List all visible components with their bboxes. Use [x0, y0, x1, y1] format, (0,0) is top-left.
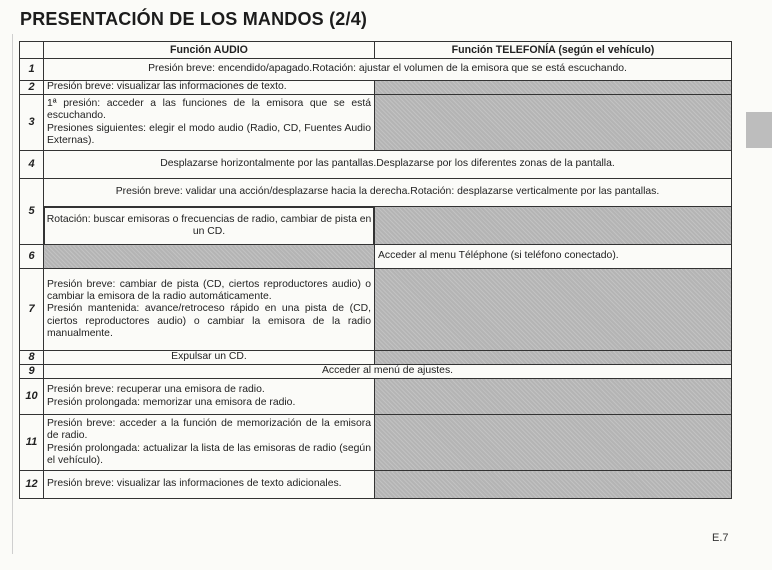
- row-number: 11: [20, 415, 44, 471]
- header-audio: Función AUDIO: [44, 42, 375, 59]
- audio-cell: Presión breve: visualizar las informaciones de texto.: [44, 81, 375, 95]
- audio-cell: [44, 269, 375, 351]
- row-number: 6: [20, 245, 44, 269]
- row-number: 9: [20, 365, 44, 379]
- shaded-cell: [375, 351, 732, 365]
- row-number: 3: [20, 95, 44, 151]
- audio-cell-text: Presión breve: cambiar de pista (CD, ciertos reproductores audio) o cambiar la emisora de la radio automáticamente. Presión mantenida: avance/retroceso rápido en una pista de (CD, ciertos reproductores audio) o cambiar la emisora de la radio manualmente.: [47, 278, 371, 339]
- audio-cell: Expulsar un CD.: [44, 351, 375, 365]
- row-number: 5: [20, 179, 44, 245]
- row-description: Presión breve: encendido/apagado.Rotación: ajustar el volumen de la emisora que se está escuchando.: [44, 59, 732, 81]
- table-row: [20, 151, 732, 179]
- row-number: 4: [20, 151, 44, 179]
- audio-cell: Presión breve: visualizar las informaciones de texto adicionales.: [44, 471, 375, 499]
- header-phone: Función TELEFONÍA (según el vehículo): [375, 42, 732, 59]
- page-number: E.7: [712, 532, 729, 544]
- table-row: [20, 59, 732, 81]
- shaded-cell: [375, 95, 732, 151]
- audio-cell: [44, 379, 375, 415]
- audio-cell-text: 1ª presión: acceder a las funciones de la emisora que se está escuchando. Presiones siguientes: elegir el modo audio (Radio, CD, Fuentes Audio Externas).: [47, 98, 371, 146]
- shaded-cell: [375, 269, 732, 351]
- row-description: Desplazarse horizontalmente por las pantallas.Desplazarse por los diferentes zonas de la pantalla.: [44, 151, 732, 179]
- row-number: 1: [20, 59, 44, 81]
- shaded-cell: [375, 415, 732, 471]
- table-row: [20, 379, 732, 415]
- table-row: [20, 245, 732, 269]
- table-row: [20, 415, 732, 471]
- shaded-cell: [375, 207, 732, 245]
- table-row: [20, 269, 732, 351]
- row-number: 2: [20, 81, 44, 95]
- table-row: [20, 365, 732, 379]
- table-row: [20, 95, 732, 151]
- shaded-cell: [375, 471, 732, 499]
- shaded-cell: [44, 245, 375, 269]
- row-number: 12: [20, 471, 44, 499]
- table-row: [20, 207, 732, 245]
- phone-cell: Acceder al menu Téléphone (si teléfono conectado).: [375, 245, 732, 269]
- shaded-cell: [375, 81, 732, 95]
- row-number: 10: [20, 379, 44, 415]
- row-number: 8: [20, 351, 44, 365]
- audio-cell: [44, 207, 375, 245]
- row-description: Presión breve: validar una acción/desplazarse hacia la derecha.Rotación: desplazarse verticalmente por las pantallas.: [44, 179, 732, 207]
- rotation-box: Rotación: buscar emisoras o frecuencias de radio, cambiar de pista en un CD.: [44, 207, 374, 245]
- page-title: PRESENTACIÓN DE LOS MANDOS (2/4): [20, 9, 368, 29]
- margin-rule: [12, 34, 13, 554]
- row-description: Acceder al menú de ajustes.: [44, 365, 732, 379]
- row-number: 7: [20, 269, 44, 351]
- audio-cell: [44, 415, 375, 471]
- corner-cell: [20, 42, 44, 59]
- table-row: [20, 179, 732, 207]
- audio-cell: [44, 95, 375, 151]
- table-row: [20, 81, 732, 95]
- section-tab: [746, 112, 772, 148]
- audio-cell-text: Presión breve: recuperar una emisora de radio. Presión prolongada: memorizar una emisora de radio.: [47, 384, 296, 408]
- table-row: [20, 471, 732, 499]
- controls-table: [19, 41, 732, 499]
- shaded-cell: [375, 379, 732, 415]
- table-row: [20, 351, 732, 365]
- audio-cell-text: Presión breve: acceder a la función de memorización de la emisora de radio. Presión prolongada: actualizar la lista de las emisoras de radio (según el vehículo).: [47, 418, 371, 466]
- header-row: [20, 42, 732, 59]
